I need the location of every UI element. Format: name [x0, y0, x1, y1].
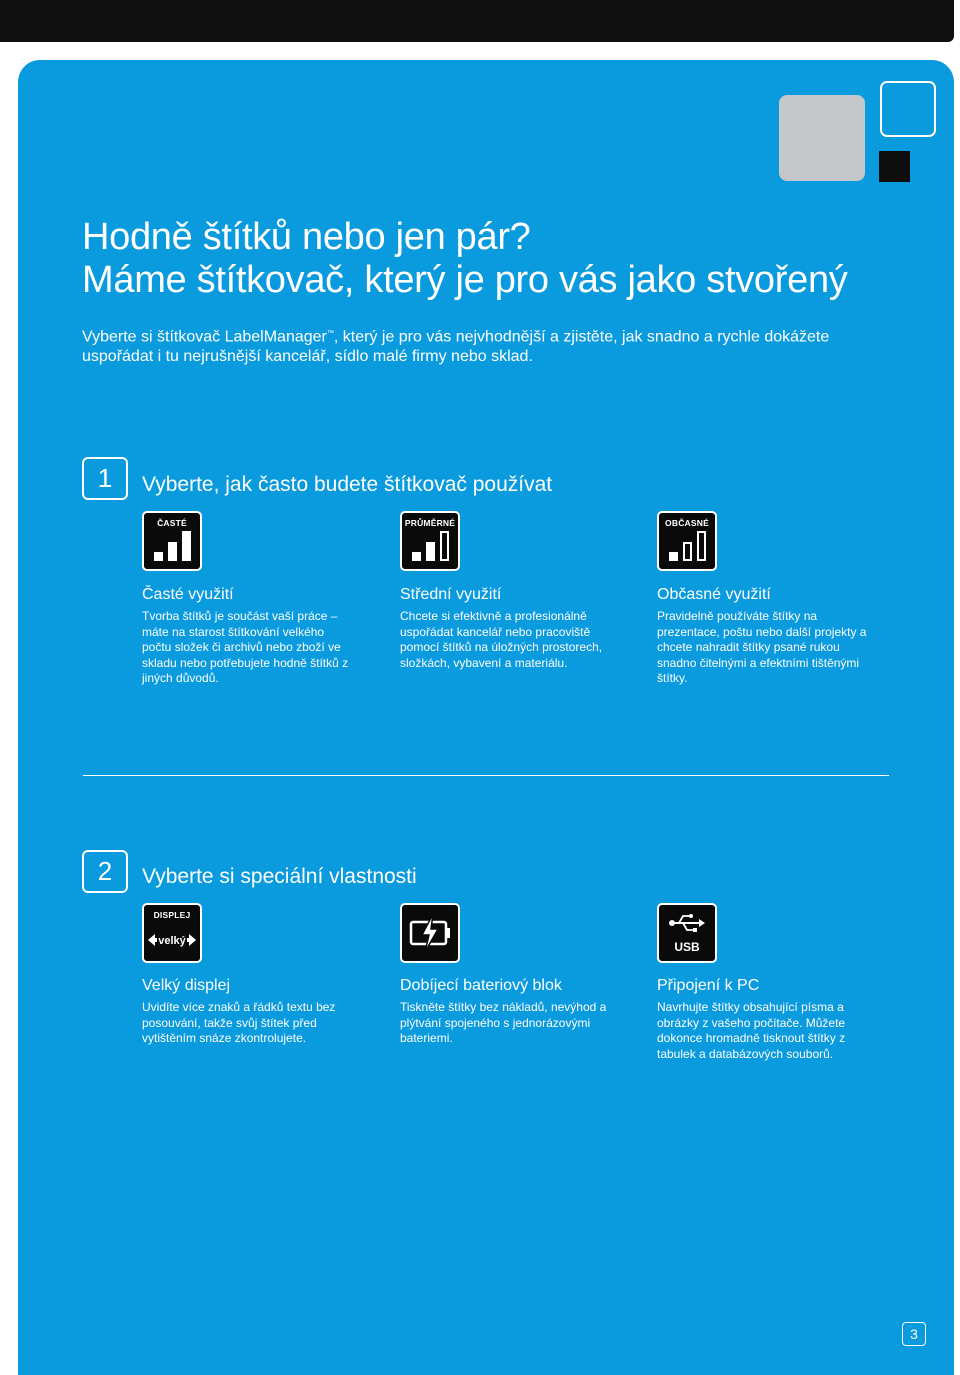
- rechargeable-battery-icon: [400, 903, 460, 963]
- blue-content-panel: [18, 60, 954, 1375]
- icon-label-caste: ČASTÉ: [157, 518, 187, 528]
- usb-icon: [657, 903, 717, 963]
- display-size-text: velký: [158, 935, 186, 947]
- card-text-prumerne: Chcete si efektivně a profesionálně uspořádat kancelář nebo pracoviště pomocí štítků na úložných prostorech, složkách, vybavení a materiálu.: [400, 609, 603, 670]
- top-black-bar: [0, 0, 954, 42]
- card-title-baterie: Dobíjecí bateriový blok: [400, 977, 562, 994]
- card-title-caste: Časté využití: [142, 586, 234, 603]
- section-2-number: 2: [82, 850, 128, 893]
- signal-bars-2-icon: [400, 511, 460, 571]
- icon-label-displej: DISPLEJ: [153, 910, 191, 920]
- card-text-baterie: Tiskněte štítky bez nákladů, nevýhod a plýtvání spojeného s jednorázovými bateriemi.: [400, 1000, 607, 1046]
- card-title-pripojeni-pc: Připojení k PC: [657, 977, 760, 994]
- card-text-obcasne: Pravidelně používáte štítky na prezentace, poštu nebo další projekty a chcete nahradit štítky psané rukou snadno čitelnými a efektními tištěnými štítky.: [657, 609, 867, 686]
- card-text-caste: Tvorba štítků je součást vaší práce – máte na starost štítkování velkého počtu složek či archivů nebo zboží ve skladu nebo potřebujete hodně štítků z jiných důvodů.: [142, 609, 349, 686]
- card-text-pripojeni-pc: Navrhujte štítky obsahující písma a obrázky z vašeho počítače. Můžete dokonce hromadně tisknout štítky z tabulek a databázových souborů.: [657, 1000, 846, 1061]
- decorative-gray-square: [779, 95, 865, 181]
- section-1-number: 1: [82, 457, 128, 500]
- icon-label-obcasne: OBČASNÉ: [665, 518, 709, 528]
- trademark-mark: ™: [326, 330, 334, 337]
- card-title-prumerne: Střední využití: [400, 586, 502, 603]
- large-display-icon: [142, 903, 202, 963]
- decorative-outline-square: [880, 81, 936, 137]
- signal-bars-graphic: [402, 513, 458, 569]
- intro-text-end: , který je pro vás nejvhodnější a zjistěte, jak snadno a rychle dokážete uspořádat i tu nejrušnější kancelář, sídlo malé firmy nebo sklad.: [82, 328, 830, 366]
- icon-label-prumerne: PRŮMĚRNÉ: [404, 518, 456, 528]
- signal-bars-graphic: [144, 513, 200, 569]
- decorative-black-square: [879, 151, 910, 182]
- section-divider: [83, 775, 889, 776]
- headline-line-2: Máme štítkovač, který je pro vás jako stvořený: [82, 259, 848, 301]
- usb-text: USB: [674, 940, 700, 954]
- card-title-velky-displej: Velký displej: [142, 977, 231, 994]
- card-title-obcasne: Občasné využití: [657, 586, 771, 603]
- page-number: 3: [902, 1322, 926, 1346]
- signal-bars-1-icon: [657, 511, 717, 571]
- section-1-title: Vyberte, jak často budete štítkovač používat: [142, 473, 553, 496]
- battery-lightning-graphic: [402, 905, 458, 961]
- page-headline: [82, 216, 847, 302]
- section-2-title: Vyberte si speciální vlastnosti: [142, 865, 417, 888]
- card-text-velky-displej: Uvidíte více znaků a řádků textu bez posouvání, takže svůj štítek před vytištěním snáze zkontrolujete.: [142, 1000, 336, 1046]
- intro-paragraph: [82, 324, 862, 367]
- headline-line-1: Hodně štítků nebo jen pár?: [82, 216, 531, 258]
- usb-symbol-graphic: [659, 905, 715, 961]
- intro-text-start: Vyberte si štítkovač LabelManager: [82, 328, 327, 346]
- display-arrows-graphic: [144, 905, 200, 961]
- signal-bars-graphic: [659, 513, 715, 569]
- signal-bars-3-icon: [142, 511, 202, 571]
